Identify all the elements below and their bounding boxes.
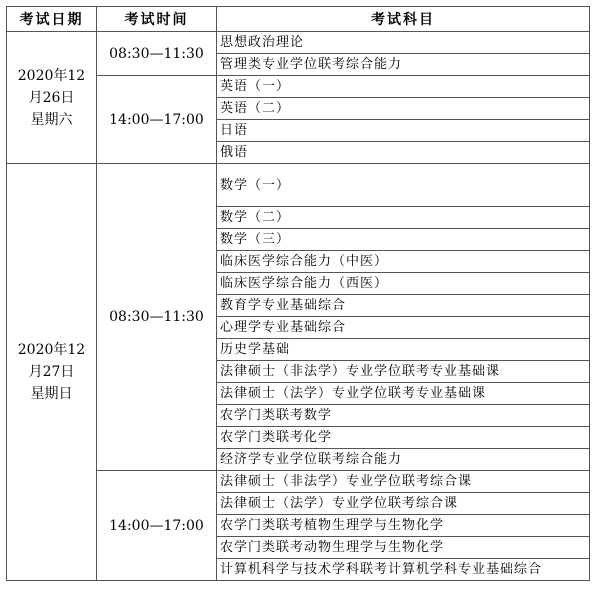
- table-row: [7, 164, 590, 207]
- subject-cell: 农学门类联考化学: [217, 427, 590, 449]
- exam-time-cell: 14:00—17:00: [97, 471, 217, 581]
- exam-date-cell: [7, 164, 97, 581]
- subject-cell: 管理类专业学位联考综合能力: [217, 54, 590, 76]
- exam-date-cell: [7, 32, 97, 164]
- subject-cell: 英语（二）: [217, 98, 590, 120]
- date-line: 星期六: [30, 111, 73, 128]
- subject-cell: 法律硕士（非法学）专业学位联考专业基础课: [217, 361, 590, 383]
- date-line: 2020年12: [17, 342, 86, 358]
- subject-cell: 俄语: [217, 142, 590, 164]
- subject-cell: 心理学专业基础综合: [217, 317, 590, 339]
- subject-cell: 临床医学综合能力（中医）: [217, 251, 590, 273]
- subject-cell: 教育学专业基础综合: [217, 295, 590, 317]
- subject-cell: 经济学专业学位联考综合能力: [217, 449, 590, 471]
- header-exam-date: 考试日期: [7, 7, 97, 32]
- subject-cell: 临床医学综合能力（西医）: [217, 273, 590, 295]
- subject-cell: 农学门类联考动物生理学与生物化学: [217, 537, 590, 559]
- header-exam-subject: 考试科目: [217, 7, 590, 32]
- date-line: 星期日: [30, 386, 73, 402]
- subject-cell: 数学（三）: [217, 229, 590, 251]
- subject-cell: 英语（一）: [217, 76, 590, 98]
- exam-time-cell: 08:30—11:30: [97, 164, 217, 471]
- header-exam-time: 考试时间: [97, 7, 217, 32]
- subject-cell: 数学（二）: [217, 207, 590, 229]
- header-row: [7, 7, 590, 32]
- subject-cell: 农学门类联考数学: [217, 405, 590, 427]
- subject-cell: 农学门类联考植物生理学与生物化学: [217, 515, 590, 537]
- exam-schedule-table: [6, 6, 590, 581]
- subject-cell: 历史学基础: [217, 339, 590, 361]
- subject-cell: 法律硕士（非法学）专业学位联考综合课: [217, 471, 590, 493]
- date-line: 2020年12: [17, 67, 86, 84]
- exam-time-cell: 14:00—17:00: [97, 76, 217, 164]
- date-line: 月27日: [28, 364, 75, 380]
- exam-time-cell: 08:30—11:30: [97, 32, 217, 76]
- subject-cell: 数学（一）: [217, 164, 590, 207]
- table-row: [7, 32, 590, 54]
- subject-cell: 思想政治理论: [217, 32, 590, 54]
- subject-cell: 法律硕士（法学）专业学位联考综合课: [217, 493, 590, 515]
- subject-cell: 计算机科学与技术学科联考计算机学科专业基础综合: [217, 559, 590, 581]
- date-line: 月26日: [28, 89, 75, 106]
- subject-cell: 法律硕士（法学）专业学位联考专业基础课: [217, 383, 590, 405]
- subject-cell: 日语: [217, 120, 590, 142]
